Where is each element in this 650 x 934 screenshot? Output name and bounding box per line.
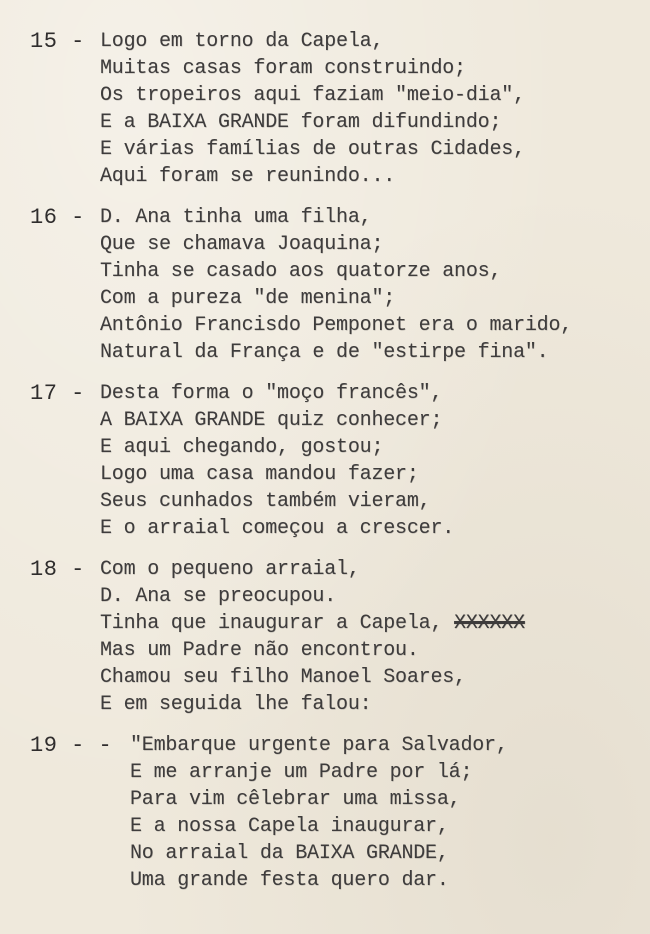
- verse-line: D. Ana se preocupou.: [100, 585, 337, 608]
- stanza-number: 19 - -: [30, 733, 113, 758]
- verse-line: "Embarque urgente para Salvador,: [130, 734, 508, 757]
- struck-out-text: XXXXXX: [454, 612, 525, 635]
- verse-line: E em seguida lhe falou:: [100, 693, 372, 716]
- verse-line: A BAIXA GRANDE quiz conhecer;: [100, 409, 443, 432]
- verse-line: Para vim cêlebrar uma missa,: [130, 788, 461, 811]
- verse-line: E várias famílias de outras Cidades,: [100, 138, 525, 161]
- verse-line: Com o pequeno arraial,: [100, 558, 360, 581]
- verse-line: No arraial da BAIXA GRANDE,: [130, 842, 449, 865]
- verse-line: Mas um Padre não encontrou.: [100, 639, 419, 662]
- stanza-number: 17 -: [30, 381, 85, 406]
- stanza-lines: [100, 28, 650, 190]
- verse-line: Com a pureza "de menina";: [100, 287, 396, 310]
- verse-line: E aqui chegando, gostou;: [100, 436, 384, 459]
- verse-text: Tinha que inaugurar a Capela,: [100, 612, 443, 635]
- verse-line: Muitas casas foram construindo;: [100, 57, 466, 80]
- stanza-number: 16 -: [30, 205, 85, 230]
- verse-line: Logo em torno da Capela,: [100, 30, 384, 53]
- stanza-lines: [100, 380, 650, 542]
- verse-line: E a BAIXA GRANDE foram difundindo;: [100, 111, 502, 134]
- verse-line: Tinha se casado aos quatorze anos,: [100, 260, 502, 283]
- verse-line: Os tropeiros aqui faziam "meio-dia",: [100, 84, 525, 107]
- stanza-16: [30, 204, 650, 366]
- verse-line: Uma grande festa quero dar.: [130, 869, 449, 892]
- verse-line: Logo uma casa mandou fazer;: [100, 463, 419, 486]
- stanza-number: 15 -: [30, 29, 85, 54]
- stanza-number: 18 -: [30, 557, 85, 582]
- verse-line: Natural da França e de "estirpe fina".: [100, 341, 549, 364]
- verse-line: Chamou seu filho Manoel Soares,: [100, 666, 466, 689]
- stanza-19: [30, 732, 650, 894]
- verse-line: Aqui foram se reunindo...: [100, 165, 396, 188]
- verse-line: Que se chamava Joaquina;: [100, 233, 384, 256]
- verse-line-with-strikeout: [100, 610, 650, 637]
- stanza-15: [30, 28, 650, 190]
- verse-line: E me arranje um Padre por lá;: [130, 761, 473, 784]
- stanza-17: [30, 380, 650, 542]
- verse-line: D. Ana tinha uma filha,: [100, 206, 372, 229]
- verse-line: Antônio Francisdo Pemponet era o marido,: [100, 314, 573, 337]
- verse-line: E o arraial começou a crescer.: [100, 517, 455, 540]
- verse-line: Seus cunhados também vieram,: [100, 490, 431, 513]
- stanza-lines: [130, 732, 650, 894]
- stanza-18: [30, 556, 650, 718]
- verse-line: E a nossa Capela inaugurar,: [130, 815, 449, 838]
- verse-line: Desta forma o "moço francês",: [100, 382, 443, 405]
- stanza-lines: [100, 204, 650, 366]
- stanza-lines: [100, 556, 650, 718]
